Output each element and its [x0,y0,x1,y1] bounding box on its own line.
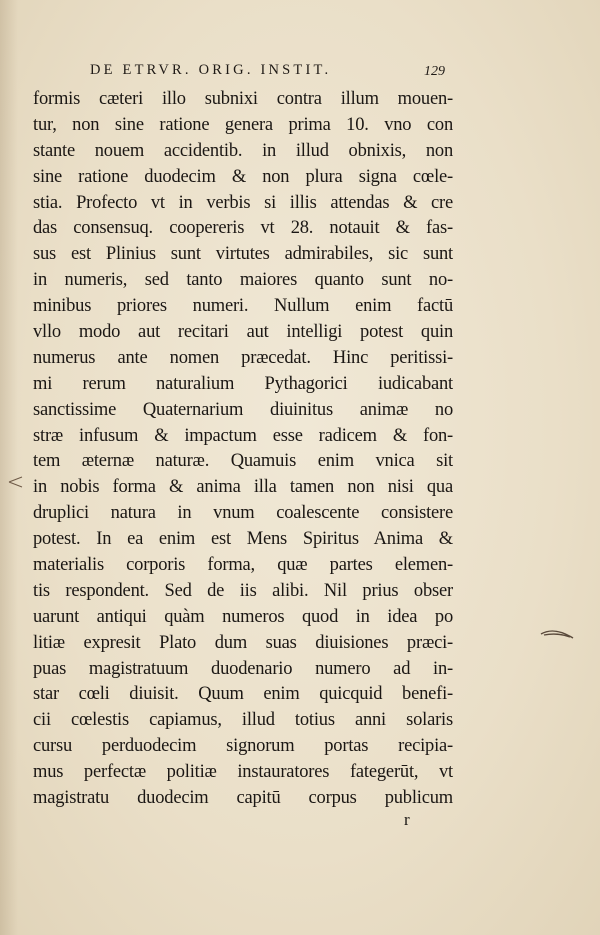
text-line: das consensuq. coopereris vt 28. notauit & fas- [33,218,453,239]
text-line: cii cœlestis capiamus, illud totius anni solaris [33,710,453,731]
gutter-shadow [0,0,18,935]
text-line: tem æternæ naturæ. Quamuis enim vnica sit [33,451,453,472]
text-line: uarunt antiqui quàm numeros quod in idea po [33,606,453,627]
text-line: tur, non sine ratione genera prima 10. vno con [33,114,453,135]
text-line: vllo modo aut recitari aut intelligi potest quin [33,322,453,343]
text-line: mi rerum naturalium Pythagorici iudicabant [33,373,453,394]
text-line: sus est Plinius sunt virtutes admirabiles, sic sunt [33,244,453,265]
text-line: numerus ante nomen præcedat. Hinc peritissi- [33,347,453,368]
text-line: druplici natura in vnum coalescente consistere [33,503,453,524]
text-line: in nobis forma & anima illa tamen non nisi qua [33,477,453,498]
text-line: in numeris, sed tanto maiores quanto sunt no- [33,270,453,291]
text-line: cursu perduodecim signorum portas recipia- [33,736,453,757]
text-line: puas magistratuum duodenario numero ad in- [33,658,453,679]
margin-pen-mark-icon [8,476,24,488]
signature-mark: r [404,810,410,829]
page-number: 129 [424,64,445,79]
margin-flourish-icon [540,628,574,642]
text-line: stante nouem accidentib. in illud obnixis, non [33,140,453,161]
body-text [33,87,453,812]
text-line: sanctissime Quaternarium diuinitus animæ no [33,399,453,420]
text-line: minibus priores numeri. Nullum enim factū [33,296,453,317]
text-line: litiæ expresit Plato dum suas diuisiones præci- [33,632,453,653]
text-line: stia. Profecto vt in verbis si illis attendas & cre [33,192,453,213]
text-line: formis cæteri illo subnixi contra illum mouen- [33,89,453,109]
text-line: star cœli diuisit. Quum enim quicquid benefi- [33,684,453,705]
text-line: magistratu duodecim capitū corpus publicum [33,788,453,809]
text-line: stræ infusum & impactum esse radicem & fon- [33,425,453,446]
running-head: DE ETRVR. ORIG. INSTIT. [90,62,332,78]
text-line: materialis corporis forma, quæ partes elemen- [33,555,453,576]
text-line: tis respondent. Sed de iis alibi. Nil prius obser [33,580,453,601]
text-line: potest. In ea enim est Mens Spiritus Anima & [33,529,453,550]
text-line: sine ratione duodecim & non plura signa cœle- [33,166,453,187]
text-line: mus perfectæ politiæ instauratores fategerūt, vt [33,762,453,783]
